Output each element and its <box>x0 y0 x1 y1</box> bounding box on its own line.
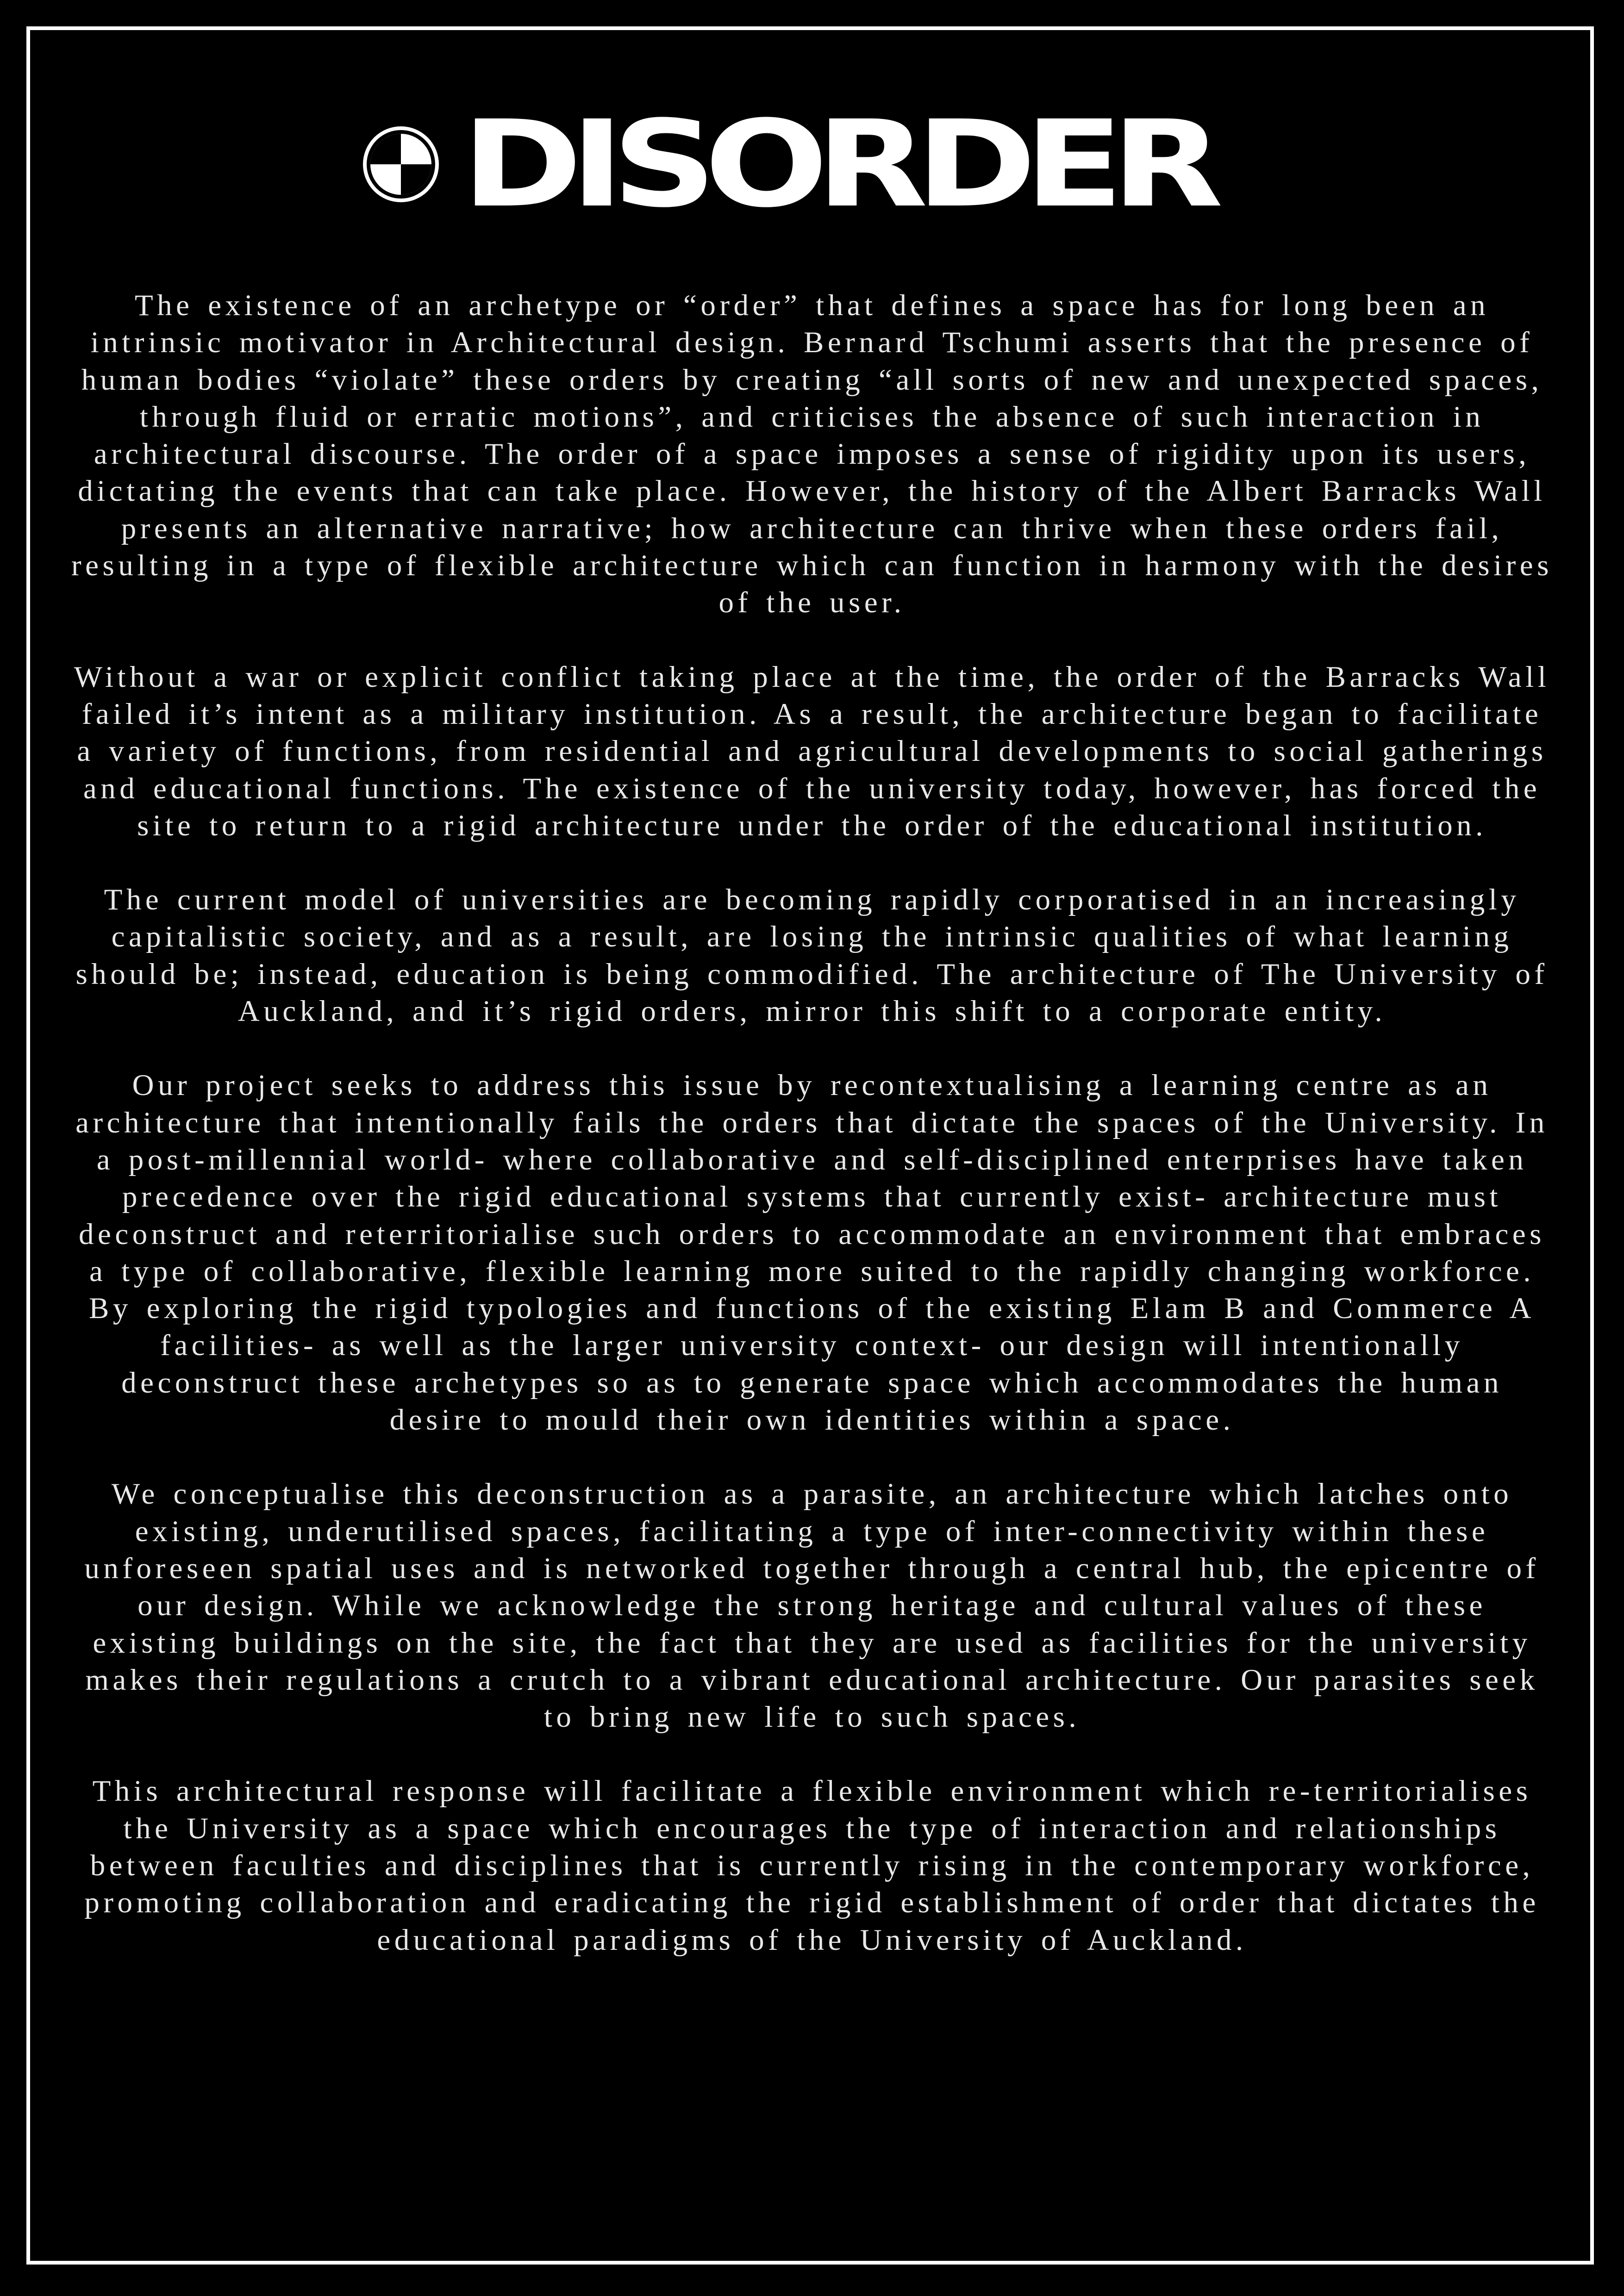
paragraph-4: Our project seeks to address this issue by recontextualising a learning centre as an architecture that intentionally fails the orders that dictate the spaces of the University. In a post-millennial world- where collaborative and self-disciplined enterprises have taken precedence over the rigid educational systems that currently exist- architecture must deconstruct and reterritorialise such orders to accommodate an environment that embraces a type of collaborative, flexible learning more suited to the rapidly changing workforce. By exploring the rigid typologies and functions of the existing Elam B and Commerce A facilities- as well as the larger university context- our design will intentionally deconstruct these archetypes so as to generate space which accommodates the human desire to mould their own identities within a space. <box>75 1069 1549 1437</box>
body-text <box>67 287 1557 1996</box>
paragraph-6: This architectural response will facilitate a flexible environment which re-territorialises the University as a space which encourages the type of interaction and relationships between faculties and disciplines that is currently rising in the contemporary workforce, promoting collaboration and eradicating the rigid establishment of order that dictates the educational paradigms of the University of Auckland. <box>84 1774 1540 1957</box>
paragraph-1: The existence of an archetype or “order” that defines a space has for long been an intrinsic motivator in Architectural design. Bernard Tschumi asserts that the presence of human bodies “violate” these orders by creating “all sorts of new and unexpected spaces, through fluid or erratic motions”, and criticises the absence of such interaction in architectural discourse. The order of a space imposes a sense of rigidity upon its users, dictating the events that can take place. However, the history of the Albert Barracks Wall presents an alternative narrative; how architecture can thrive when these orders fail, resulting in a type of flexible architecture which can function in harmony with the desires of the user. <box>71 289 1553 620</box>
logo-header <box>0 95 1624 234</box>
paragraph-2: Without a war or explicit conflict taking place at the time, the order of the Barracks Wall failed it’s intent as a military institution. As a result, the architecture began to facilitate a variety of functions, from residential and agricultural developments to social gatherings and educational functions. The existence of the university today, however, has forced the site to return to a rigid architecture under the order of the educational institution. <box>74 660 1550 842</box>
logo-wordmark: DISORDER <box>462 95 1211 234</box>
paragraph-3: The current model of universities are becoming rapidly corporatised in an increasingly capitalistic society, and as a result, are losing the intrinsic qualities of what learning should be; instead, education is being commodified. The architecture of The University of Auckland, and it’s rigid orders, mirror this shift to a corporate entity. <box>75 883 1549 1028</box>
paragraph-5: We conceptualise this deconstruction as a parasite, an architecture which latches onto existing, underutilised spaces, facilitating a type of inter-connectivity within these unforeseen spatial uses and is networked together through a central hub, the epicentre of our design. While we acknowledge the strong heritage and cultural values of these existing buildings on the site, the fact that they are used as facilities for the university makes their regulations a crutch to a vibrant educational architecture. Our parasites seek to bring new life to such spaces. <box>84 1477 1540 1734</box>
quartered-circle-target-icon <box>361 124 441 205</box>
